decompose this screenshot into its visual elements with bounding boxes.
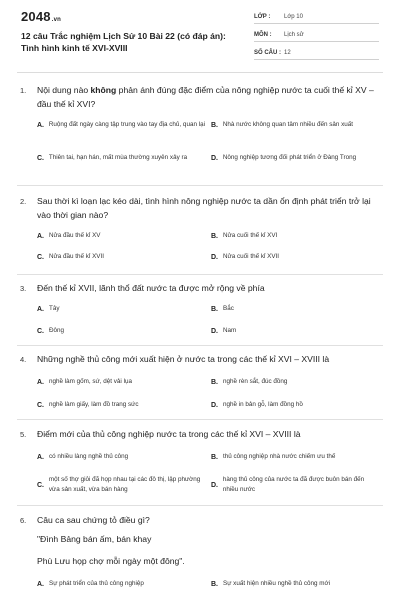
question-separator	[17, 345, 383, 346]
option-b[interactable]: B. thủ công nghiệp nhà nước chiếm ưu thế	[211, 453, 336, 461]
option-d[interactable]: D. Nửa cuối thế kỉ XVII	[211, 253, 280, 261]
option-d[interactable]: D. Nông nghiệp tương đối phát triển ở Đàng Trong	[211, 154, 357, 162]
option-c[interactable]: C. Nửa đầu thế kỉ XVII	[37, 253, 104, 261]
meta-row-subject	[254, 28, 379, 42]
question-text: Nội dung nào không phản ánh đúng đặc điểm của nông nghiệp nước ta cuối thế kỉ XV – đầu thế kỉ XVI?	[37, 85, 374, 109]
page-title: 12 câu Trắc nghiệm Lịch Sử 10 Bài 22 (có đáp án): Tình hình kinh tế XVI-XVIII	[21, 31, 226, 53]
option-b[interactable]: B. Nhà nước không quan tâm nhiều đến sản xuất	[211, 121, 354, 129]
meta-label: LỚP :	[254, 13, 271, 20]
question-text: Câu ca sau chứng tỏ điều gì?	[37, 515, 150, 525]
meta-value: Lịch sử	[284, 31, 304, 38]
question-text: Sau thời kì loạn lạc kéo dài, tình hình nông nghiệp nước ta dần ổn định phát triển trở lại vào thời gian nào?	[37, 196, 371, 220]
meta-label: SỐ CÂU :	[254, 49, 281, 56]
question-separator	[17, 185, 383, 186]
option-b[interactable]: B. nghề rèn sắt, đúc đồng	[211, 378, 288, 386]
meta-panel	[254, 10, 379, 64]
question-separator	[17, 505, 383, 506]
option-c[interactable]: C. một số thợ giỏi đã họp nhau tại các đô thị, lập phường vừa sản xuất, vừa bán hàng	[37, 476, 201, 493]
question-number: 6.	[20, 516, 27, 525]
meta-label: MÔN :	[254, 31, 272, 38]
meta-value: Lớp 10	[284, 13, 303, 20]
option-c[interactable]: C. Thiên tai, hạn hán, mất mùa thường xuyên xảy ra	[37, 154, 188, 162]
question-number: 3.	[20, 284, 27, 293]
question-text: Điểm mới của thủ công nghiệp nước ta trong các thế kỉ XVI – XVIII là	[37, 429, 301, 439]
meta-value: 12	[284, 49, 291, 56]
option-b[interactable]: B. Sự xuất hiện nhiều nghề thủ công mới	[211, 580, 331, 588]
logo-sub-text: .vn	[51, 17, 62, 23]
logo-main-text: 2048	[21, 9, 51, 24]
meta-row-class	[254, 10, 379, 24]
page-header	[0, 0, 400, 70]
header-divider	[17, 72, 383, 73]
option-a[interactable]: A. Sự phát triển của thủ công nghiệp	[37, 580, 144, 588]
question-separator	[17, 274, 383, 275]
question-number: 1.	[20, 86, 27, 95]
option-c[interactable]: C. Đông	[37, 327, 65, 335]
option-c[interactable]: C. nghề làm giấy, làm đồ trang sức	[37, 401, 139, 409]
quote-line: "Đình Bảng bán ấm, bán khay	[37, 534, 152, 544]
question-number: 4.	[20, 355, 27, 364]
option-a[interactable]: A. có nhiều làng nghề thủ công	[37, 453, 129, 461]
emphasis-text: không	[90, 85, 117, 95]
option-a[interactable]: A. nghề làm gốm, sứ, dệt vải lụa	[37, 378, 132, 386]
site-logo[interactable]	[21, 9, 61, 24]
option-a[interactable]: A. Tây	[37, 305, 60, 313]
question-number: 2.	[20, 197, 27, 206]
option-d[interactable]: D. hàng thủ công của nước ta đã được buôn bán đến nhiều nước	[211, 476, 365, 493]
question-separator	[17, 419, 383, 420]
option-b[interactable]: B. Nửa cuối thế kỉ XVI	[211, 232, 278, 240]
option-b[interactable]: B. Bắc	[211, 305, 234, 313]
meta-row-count	[254, 46, 379, 60]
option-d[interactable]: D. Nam	[211, 327, 237, 335]
question-text: Đến thế kỉ XVII, lãnh thổ đất nước ta được mở rộng về phía	[37, 283, 265, 293]
quote-line: Phù Lưu họp chợ mỗi ngày một đông".	[37, 556, 185, 566]
question-number: 5.	[20, 430, 27, 439]
option-a[interactable]: A. Nửa đầu thế kỉ XV	[37, 232, 101, 240]
option-a[interactable]: A. Ruộng đất ngày càng tập trung vào tay địa chủ, quan lại	[37, 121, 205, 129]
question-text: Những nghề thủ công mới xuất hiện ở nước ta trong các thế kỉ XVI – XVIII là	[37, 354, 330, 364]
option-d[interactable]: D. nghề in bản gỗ, làm đồng hồ	[211, 401, 303, 409]
